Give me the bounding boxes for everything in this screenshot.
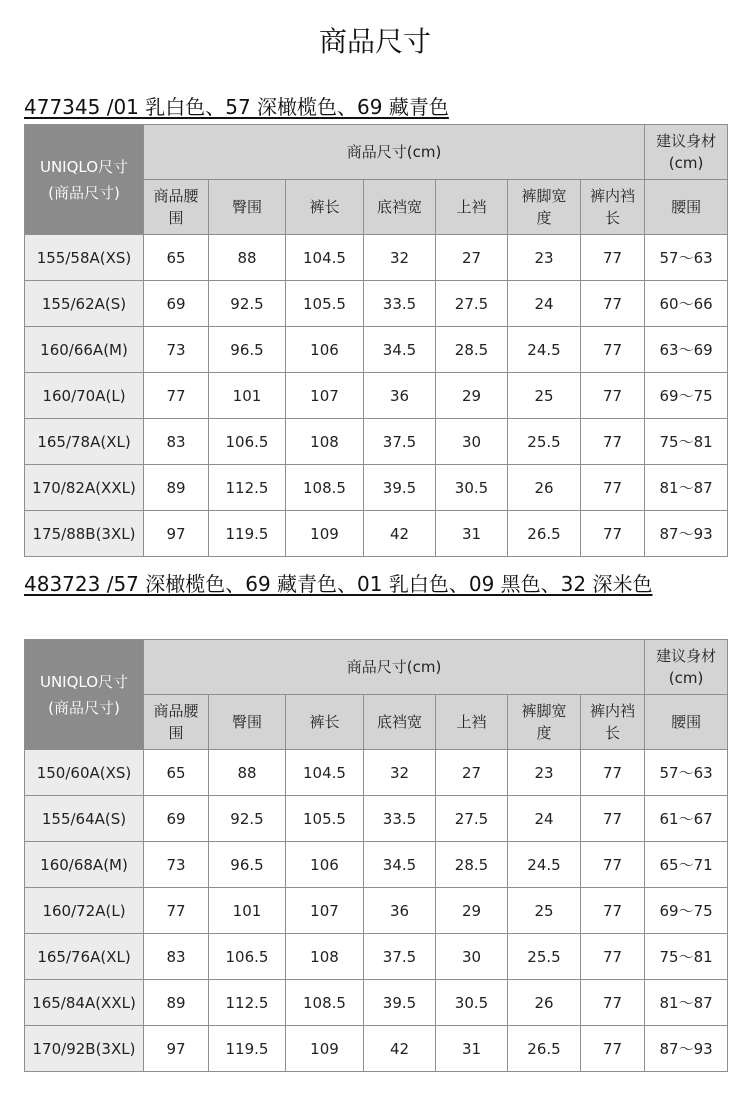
measurement-cell: 81～87 (645, 980, 728, 1026)
column-header-line: 商品腰 (153, 702, 199, 720)
measurement-cell: 92.5 (209, 281, 286, 327)
measurement-cell: 37.5 (364, 419, 436, 465)
column-header-line: 腰围 (671, 713, 702, 731)
size-label: 165/78A(XL) (25, 419, 144, 465)
measurement-cell: 112.5 (209, 980, 286, 1026)
column-header-line: 裤内裆 (590, 187, 636, 205)
measurement-cell: 33.5 (364, 796, 436, 842)
measurement-cell: 29 (436, 888, 508, 934)
measurement-cell: 42 (364, 511, 436, 557)
measurement-cell: 31 (436, 1026, 508, 1072)
column-header-line: 度 (536, 209, 552, 227)
measurement-cell: 108 (286, 934, 364, 980)
column-header-line: 臀围 (231, 713, 262, 731)
measurement-cell: 69 (144, 796, 209, 842)
brand-size-header (25, 640, 144, 750)
measurement-cell: 77 (581, 327, 645, 373)
column-header-line: 底裆宽 (376, 198, 422, 216)
measurement-cell: 61～67 (645, 796, 728, 842)
size-table-483723 (24, 639, 728, 1072)
column-header-line: 腰围 (671, 198, 702, 216)
measurement-cell: 69～75 (645, 888, 728, 934)
measurement-cell: 27.5 (436, 796, 508, 842)
measurement-cell: 27 (436, 235, 508, 281)
size-label: 160/72A(L) (25, 888, 144, 934)
measurement-cell: 73 (144, 842, 209, 888)
product-size-group-header: 商品尺寸(cm) (144, 125, 645, 180)
measurement-cell: 25.5 (508, 419, 581, 465)
column-header (581, 180, 645, 235)
column-header-line: 商品腰 (153, 187, 199, 205)
column-header-line: 上裆 (456, 713, 487, 731)
product-size-group-header: 商品尺寸(cm) (144, 640, 645, 695)
measurement-cell: 39.5 (364, 980, 436, 1026)
measurement-cell: 24.5 (508, 842, 581, 888)
measurement-cell: 77 (581, 980, 645, 1026)
column-header-line: 裤长 (309, 713, 340, 731)
size-label: 160/68A(M) (25, 842, 144, 888)
brand-header-line: (商品尺寸) (48, 183, 120, 202)
measurement-cell: 97 (144, 511, 209, 557)
measurement-cell: 108.5 (286, 980, 364, 1026)
measurement-cell: 23 (508, 235, 581, 281)
column-header (508, 695, 581, 750)
measurement-cell: 39.5 (364, 465, 436, 511)
measurement-cell: 31 (436, 511, 508, 557)
measurement-cell: 69 (144, 281, 209, 327)
column-header-line: 臀围 (231, 198, 262, 216)
measurement-cell: 119.5 (209, 511, 286, 557)
measurement-cell: 101 (209, 373, 286, 419)
measurement-cell: 77 (581, 934, 645, 980)
header-row (25, 125, 728, 180)
recommend-header-line: 建议身材 (656, 647, 717, 665)
measurement-cell: 36 (364, 373, 436, 419)
measurement-cell: 101 (209, 888, 286, 934)
measurement-cell: 32 (364, 235, 436, 281)
recommend-header-line: (cm) (668, 154, 704, 172)
column-header (645, 180, 728, 235)
column-header (209, 695, 286, 750)
measurement-cell: 77 (581, 419, 645, 465)
measurement-cell: 57～63 (645, 750, 728, 796)
size-label: 155/64A(S) (25, 796, 144, 842)
measurement-cell: 30.5 (436, 465, 508, 511)
size-label: 155/58A(XS) (25, 235, 144, 281)
measurement-cell: 106 (286, 327, 364, 373)
measurement-cell: 28.5 (436, 842, 508, 888)
measurement-cell: 104.5 (286, 750, 364, 796)
measurement-cell: 32 (364, 750, 436, 796)
measurement-cell: 25 (508, 373, 581, 419)
table-row (25, 796, 728, 842)
measurement-cell: 119.5 (209, 1026, 286, 1072)
table-row (25, 465, 728, 511)
measurement-cell: 81～87 (645, 465, 728, 511)
measurement-cell: 83 (144, 934, 209, 980)
measurement-cell: 29 (436, 373, 508, 419)
column-header-line: 裤内裆 (590, 702, 636, 720)
measurement-cell: 77 (581, 842, 645, 888)
measurement-cell: 25.5 (508, 934, 581, 980)
column-header-line: 围 (168, 209, 184, 227)
measurement-cell: 96.5 (209, 327, 286, 373)
measurement-cell: 27.5 (436, 281, 508, 327)
measurement-cell: 106.5 (209, 934, 286, 980)
column-header-line: 长 (605, 724, 621, 742)
measurement-cell: 57～63 (645, 235, 728, 281)
measurement-cell: 77 (581, 465, 645, 511)
measurement-cell: 105.5 (286, 281, 364, 327)
measurement-cell: 26.5 (508, 1026, 581, 1072)
measurement-cell: 30 (436, 419, 508, 465)
measurement-cell: 77 (581, 281, 645, 327)
measurement-cell: 77 (144, 888, 209, 934)
measurement-cell: 24.5 (508, 327, 581, 373)
measurement-cell: 34.5 (364, 327, 436, 373)
measurement-cell: 42 (364, 1026, 436, 1072)
table-row (25, 235, 728, 281)
column-header (286, 695, 364, 750)
measurement-cell: 63～69 (645, 327, 728, 373)
measurement-cell: 106 (286, 842, 364, 888)
column-header-line: 上裆 (456, 198, 487, 216)
column-header (364, 180, 436, 235)
measurement-cell: 97 (144, 1026, 209, 1072)
table-row (25, 888, 728, 934)
brand-size-header (25, 125, 144, 235)
recommended-body-header (645, 640, 728, 695)
size-label: 155/62A(S) (25, 281, 144, 327)
measurement-cell: 88 (209, 750, 286, 796)
size-label: 150/60A(XS) (25, 750, 144, 796)
measurement-cell: 24 (508, 281, 581, 327)
column-header (144, 180, 209, 235)
size-label: 160/66A(M) (25, 327, 144, 373)
column-header-line: 度 (536, 724, 552, 742)
measurement-cell: 26 (508, 465, 581, 511)
measurement-cell: 33.5 (364, 281, 436, 327)
measurement-cell: 87～93 (645, 511, 728, 557)
header-row (25, 640, 728, 695)
measurement-cell: 65～71 (645, 842, 728, 888)
measurement-cell: 77 (581, 373, 645, 419)
measurement-cell: 30.5 (436, 980, 508, 1026)
brand-header-line: (商品尺寸) (48, 698, 120, 717)
column-header-line: 裤脚宽 (521, 187, 567, 205)
size-label: 165/84A(XXL) (25, 980, 144, 1026)
measurement-cell: 27 (436, 750, 508, 796)
measurement-cell: 69～75 (645, 373, 728, 419)
table-row (25, 980, 728, 1026)
size-table-477345 (24, 124, 728, 557)
size-label: 170/92B(3XL) (25, 1026, 144, 1072)
table-row (25, 281, 728, 327)
table-row (25, 1026, 728, 1072)
measurement-cell: 83 (144, 419, 209, 465)
measurement-cell: 30 (436, 934, 508, 980)
column-header (436, 180, 508, 235)
column-header (645, 695, 728, 750)
measurement-cell: 108.5 (286, 465, 364, 511)
measurement-cell: 109 (286, 511, 364, 557)
measurement-cell: 77 (581, 1026, 645, 1072)
measurement-cell: 36 (364, 888, 436, 934)
table-row (25, 750, 728, 796)
measurement-cell: 26.5 (508, 511, 581, 557)
measurement-cell: 92.5 (209, 796, 286, 842)
table-row (25, 511, 728, 557)
section-title-483723: 483723 /57 深橄榄色、69 藏青色、01 乳白色、09 黑色、32 深米色 (24, 572, 653, 596)
measurement-cell: 88 (209, 235, 286, 281)
column-header-line: 底裆宽 (376, 713, 422, 731)
measurement-cell: 104.5 (286, 235, 364, 281)
measurement-cell: 77 (581, 235, 645, 281)
column-header (364, 695, 436, 750)
recommend-header-line: 建议身材 (656, 132, 717, 150)
measurement-cell: 105.5 (286, 796, 364, 842)
measurement-cell: 77 (581, 511, 645, 557)
measurement-cell: 24 (508, 796, 581, 842)
table-row (25, 934, 728, 980)
measurement-cell: 75～81 (645, 419, 728, 465)
table-row (25, 373, 728, 419)
recommend-header-line: (cm) (668, 669, 704, 687)
size-label: 160/70A(L) (25, 373, 144, 419)
measurement-cell: 28.5 (436, 327, 508, 373)
measurement-cell: 26 (508, 980, 581, 1026)
measurement-cell: 34.5 (364, 842, 436, 888)
measurement-cell: 23 (508, 750, 581, 796)
measurement-cell: 107 (286, 888, 364, 934)
measurement-cell: 73 (144, 327, 209, 373)
brand-header-line: UNIQLO尺寸 (39, 672, 129, 691)
measurement-cell: 108 (286, 419, 364, 465)
measurement-cell: 77 (581, 888, 645, 934)
column-header (286, 180, 364, 235)
table-row (25, 327, 728, 373)
measurement-cell: 65 (144, 750, 209, 796)
column-header (436, 695, 508, 750)
measurement-cell: 112.5 (209, 465, 286, 511)
measurement-cell: 89 (144, 465, 209, 511)
size-label: 165/76A(XL) (25, 934, 144, 980)
measurement-cell: 37.5 (364, 934, 436, 980)
table-row (25, 419, 728, 465)
section-title-477345: 477345 /01 乳白色、57 深橄榄色、69 藏青色 (24, 95, 449, 119)
table-row (25, 842, 728, 888)
column-header (508, 180, 581, 235)
size-label: 175/88B(3XL) (25, 511, 144, 557)
recommended-body-header (645, 125, 728, 180)
column-header-line: 长 (605, 209, 621, 227)
column-header-line: 裤脚宽 (521, 702, 567, 720)
measurement-cell: 77 (581, 796, 645, 842)
column-header-line: 围 (168, 724, 184, 742)
measurement-cell: 87～93 (645, 1026, 728, 1072)
column-header-line: 裤长 (309, 198, 340, 216)
page-title: 商品尺寸 (318, 25, 431, 58)
measurement-cell: 106.5 (209, 419, 286, 465)
brand-header-line: UNIQLO尺寸 (39, 157, 129, 176)
measurement-cell: 60～66 (645, 281, 728, 327)
column-header (581, 695, 645, 750)
measurement-cell: 77 (144, 373, 209, 419)
measurement-cell: 65 (144, 235, 209, 281)
column-header (144, 695, 209, 750)
measurement-cell: 75～81 (645, 934, 728, 980)
measurement-cell: 107 (286, 373, 364, 419)
measurement-cell: 109 (286, 1026, 364, 1072)
measurement-cell: 77 (581, 750, 645, 796)
size-label: 170/82A(XXL) (25, 465, 144, 511)
column-header (209, 180, 286, 235)
measurement-cell: 89 (144, 980, 209, 1026)
measurement-cell: 96.5 (209, 842, 286, 888)
measurement-cell: 25 (508, 888, 581, 934)
